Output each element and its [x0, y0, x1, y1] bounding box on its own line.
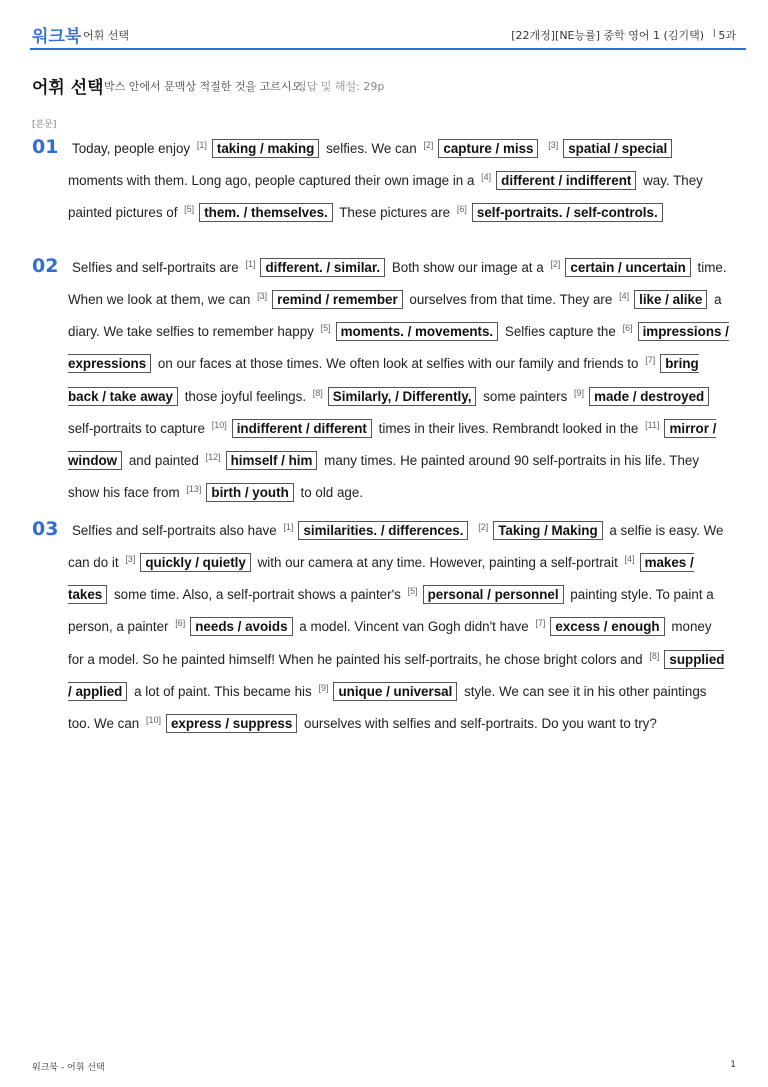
blank-number: [9] — [574, 387, 585, 398]
blank-number: [1] — [196, 140, 207, 150]
word-choice-box[interactable]: needs / avoids — [190, 617, 292, 636]
blank-number: [7] — [645, 355, 656, 366]
word-choice-box[interactable]: birth / youth — [206, 483, 293, 502]
passage-sentence: These pictures are — [339, 205, 451, 221]
passage-sentence: moments with them. Long ago, people captured their own image in a — [68, 173, 475, 189]
footer-label: 워크북 - 어휘 선택 — [32, 1063, 105, 1073]
brand-subtitle: 어휘 선택 — [83, 29, 130, 42]
word-choice-box[interactable]: remind / remember — [272, 290, 403, 309]
blank-number: [4] — [481, 172, 492, 183]
word-choice-box[interactable]: himself / him — [226, 451, 318, 470]
word-choice-box[interactable]: certain / uncertain — [565, 258, 690, 277]
word-choice-box[interactable]: spatial / special — [563, 139, 672, 158]
blank-number: [6] — [456, 204, 467, 215]
blank-number: [10] — [145, 714, 161, 725]
passage-sentence: ourselves with selfies and self-portraits. Do you want to try? — [304, 715, 657, 731]
passage-text — [68, 131, 730, 227]
blank-number: [3] — [257, 291, 268, 302]
blank-number: [6] — [622, 323, 633, 334]
passage-sentence: Both show our image at a — [391, 260, 544, 275]
blank-number: [2] — [423, 140, 434, 150]
passage-sentence: some painters — [483, 388, 568, 404]
word-choice-box[interactable]: similarities. / differences. — [298, 521, 468, 540]
passage-sentence: self-portraits to capture — [68, 420, 205, 436]
blank-number: [4] — [619, 291, 630, 302]
passage-sentence: Selfies capture the — [504, 324, 616, 340]
header — [0, 0, 768, 50]
passage-sentence: many times. He painted around 90 self-portraits in his life. They show his face from — [68, 452, 700, 501]
passage-sentence: those joyful feelings. — [184, 388, 307, 404]
passage-sentence: style. We can see it in his other paintings too. We can — [68, 683, 707, 731]
passage-sentence: with our camera at any time. However, painting a self-portrait — [257, 555, 618, 571]
word-choice-box[interactable]: taking / making — [212, 139, 319, 158]
passage-sentence: some time. Also, a self-portrait shows a painter's — [113, 587, 401, 603]
blank-number: [9] — [318, 682, 329, 693]
passage-sentence: selfies. We can — [326, 141, 417, 156]
passage-sentence: and painted — [128, 452, 199, 468]
word-choice-box[interactable]: bring back / take away — [68, 356, 699, 404]
blank-number: [1] — [245, 259, 256, 269]
answer-reference: 정답 및 해설: 29p — [296, 80, 385, 93]
brand-logo: 워크북 — [32, 27, 82, 47]
passage-sentence: a lot of paint. This became his — [134, 683, 312, 699]
blank-number: [3] — [548, 140, 559, 150]
blank-number: [11] — [645, 419, 660, 430]
blank-number: [8] — [312, 387, 323, 398]
page-number: 1 — [730, 1060, 736, 1070]
word-choice-box[interactable]: different. / similar. — [260, 258, 385, 277]
passage-sentence: a model. Vincent van Gogh didn't have — [299, 619, 529, 635]
blank-number: [12] — [205, 451, 221, 462]
passage-number-03: 03 — [32, 518, 59, 540]
blank-number: [6] — [175, 618, 186, 629]
word-choice-box[interactable]: Taking / Making — [493, 521, 602, 540]
instruction-text: 박스 안에서 문맥상 적절한 것을 고르시오. — [104, 80, 306, 93]
passage-sentence: times in their lives. Rembrandt looked in the — [378, 420, 639, 436]
lesson-label: 5과 — [718, 29, 736, 42]
passage-text — [68, 250, 730, 507]
word-choice-box[interactable]: quickly / quietly — [140, 553, 250, 572]
passage-sentence: painting style. To paint a person, a painter — [68, 587, 714, 635]
word-choice-box[interactable]: mirror / window — [68, 420, 717, 468]
passage-number-01: 01 — [32, 136, 59, 158]
header-separator: I — [712, 27, 716, 40]
blank-number: [5] — [320, 323, 331, 334]
blank-number: [2] — [550, 259, 561, 269]
word-choice-box[interactable]: made / destroyed — [589, 387, 709, 406]
blank-number: [7] — [535, 618, 546, 629]
blank-number: [13] — [186, 484, 202, 495]
blank-number: [8] — [649, 650, 660, 661]
passage-sentence: Selfies and self-portraits also have — [72, 523, 277, 538]
passage-sentence: Selfies and self-portraits are — [72, 260, 239, 275]
word-choice-box[interactable]: Similarly, / Differently, — [328, 387, 477, 406]
passage-sentence: way. They painted pictures of — [68, 173, 703, 221]
word-choice-box[interactable]: personal / personnel — [423, 585, 564, 604]
passage-sentence: money for a model. So he painted himself! When he painted his self-portraits, he chose bright colors and — [68, 619, 712, 667]
word-choice-box[interactable]: supplied / applied — [68, 651, 725, 699]
passage-03 — [68, 513, 730, 738]
book-title: [22개정][NE능률] 중학 영어 1 (김기택) — [511, 29, 704, 42]
passage-text — [68, 513, 730, 738]
passage-sentence: to old age. — [300, 485, 364, 501]
passage-sentence: a diary. We take selfies to remember happy — [68, 292, 722, 340]
word-choice-box[interactable]: makes / takes — [68, 555, 694, 603]
blank-number: [2] — [478, 522, 489, 532]
word-choice-box[interactable]: them. / themselves. — [199, 203, 333, 222]
word-choice-box[interactable]: express / suppress — [166, 714, 297, 733]
blank-number: [4] — [624, 554, 635, 565]
blank-number: [3] — [125, 554, 136, 565]
word-choice-box[interactable]: impressions / expressions — [68, 324, 729, 372]
blank-number: [10] — [211, 419, 227, 430]
passage-sentence: on our faces at those times. We often look at selfies with our family and friends to — [157, 356, 639, 372]
header-rule — [30, 48, 746, 50]
word-choice-box[interactable]: indifferent / different — [232, 419, 372, 438]
blank-number: [1] — [283, 522, 294, 532]
passage-number-02: 02 — [32, 255, 59, 277]
section-tag: [본문] — [32, 120, 57, 130]
word-choice-box[interactable]: different / indifferent — [496, 171, 636, 190]
passage-sentence: a selfie is easy. We can do it — [68, 523, 724, 571]
word-choice-box[interactable]: self-portraits. / self-controls. — [472, 203, 663, 222]
blank-number: [5] — [407, 586, 418, 597]
word-choice-box[interactable]: like / alike — [634, 290, 707, 309]
word-choice-box[interactable]: unique / universal — [333, 682, 457, 701]
passage-02 — [68, 250, 730, 507]
word-choice-box[interactable]: excess / enough — [550, 617, 664, 636]
page-title: 어휘 선택 — [32, 78, 104, 98]
passage-01 — [68, 131, 730, 227]
word-choice-box[interactable]: capture / miss — [438, 139, 538, 158]
passage-sentence: time. When we look at them, we can — [68, 260, 727, 308]
passage-sentence: Today, people enjoy — [72, 141, 191, 156]
blank-number: [5] — [184, 204, 195, 215]
passage-sentence: ourselves from that time. They are — [409, 292, 613, 308]
word-choice-box[interactable]: moments. / movements. — [336, 322, 499, 341]
